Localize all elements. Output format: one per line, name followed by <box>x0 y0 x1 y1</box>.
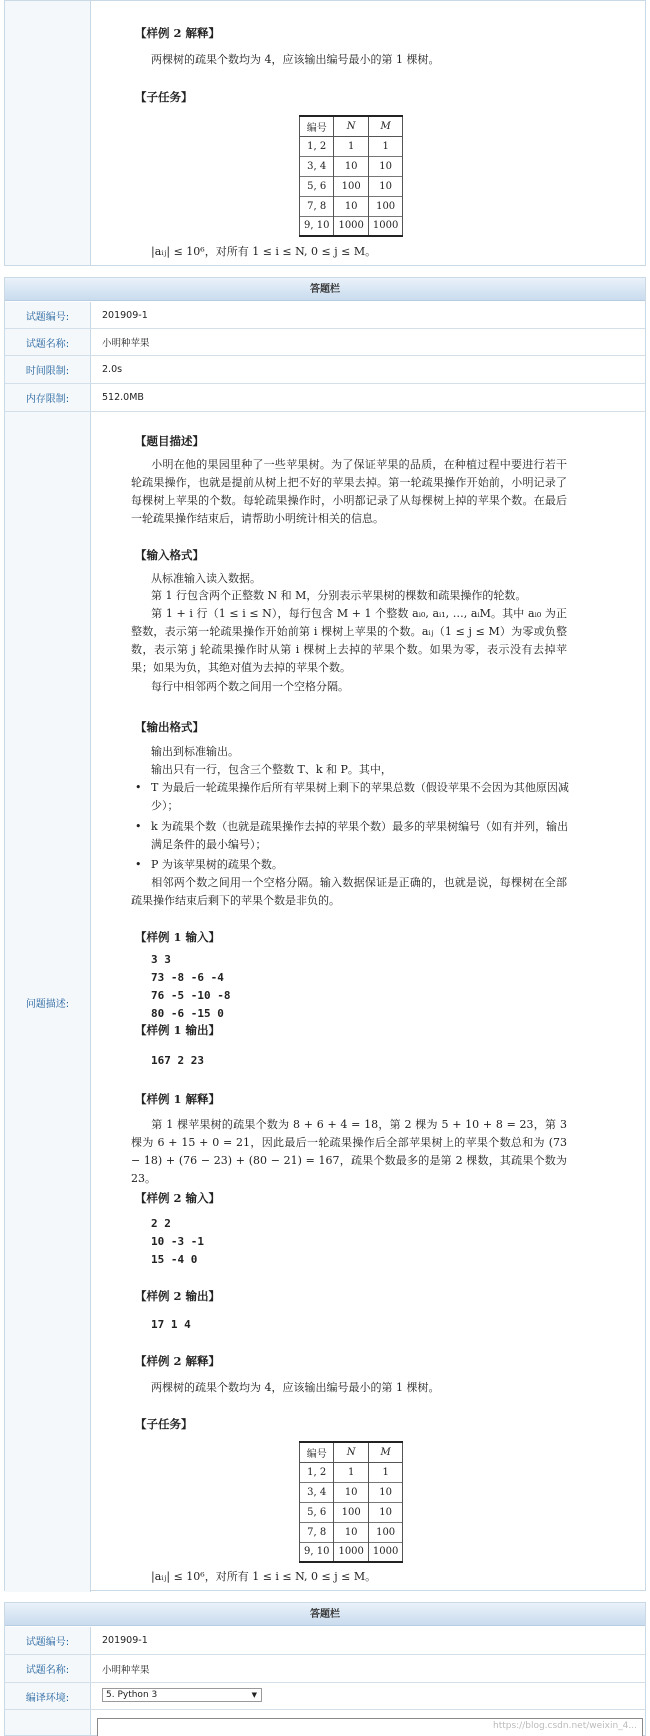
desc-text: 小明在他的果园里种了一些苹果树。为了保证苹果的品质，在种植过程中要进行若干轮疏果操作，也就是提前从树上把不好的苹果去掉。第一轮疏果操作开始前，小明记录了每棵树上苹果的个数。每轮疏果操作时，小明都记录了从每棵树上掉的苹果个数。在最后一轮疏果操作结束后，请帮助小明统计相关的信息。 <box>131 458 567 525</box>
cell: 10 <box>334 1522 368 1542</box>
cell: 1, 2 <box>300 136 334 156</box>
cell: 1, 2 <box>300 1462 334 1482</box>
subtask-table <box>299 115 403 237</box>
answer-panel-header: 答题栏 <box>5 278 645 301</box>
cell: 1000 <box>334 1542 368 1562</box>
output-line-1: 输出到标准输出。 <box>151 745 239 758</box>
sample2-output-code: 17 1 4 <box>151 1318 191 1331</box>
problem-id-label: 试题编号: <box>5 302 91 328</box>
sample2-explain-text-2: 两棵树的疏果个数均为 4，应该输出编号最小的第 1 棵树。 <box>151 1381 440 1394</box>
table-row <box>300 1502 403 1522</box>
bullet-text: P 为该苹果树的疏果个数。 <box>151 858 283 871</box>
cell: 100 <box>368 1522 402 1542</box>
cell: 10 <box>334 196 368 216</box>
sample1-explain-text: 第 1 棵苹果树的疏果个数为 8 + 6 + 4 = 18，第 2 棵为 5 + 10 + 8 = 23，第 3 棵为 6 + 15 + 0 = 21，因此最后一轮疏果操作后全部苹果树上的苹果个数总和为 (73 − 18) + (76 − 23) + (80 − 21) = 167，疏果个数最多的是第 2 棵数，其疏果个数为 23。 <box>131 1118 567 1185</box>
cell: 1 <box>368 136 402 156</box>
submit-panel-header: 答题栏 <box>5 1603 645 1626</box>
submit-name-label: 试题名称: <box>5 1655 91 1682</box>
compiler-label: 编译环境: <box>5 1683 91 1709</box>
table-row <box>300 176 403 196</box>
output-bullet-1: • T 为最后一轮疏果操作后所有苹果树上剩下的苹果总数（假设苹果不会因为其他原因减少）； <box>135 781 569 812</box>
sample2-explain-title-2: 【样例 2 解释】 <box>135 1354 221 1368</box>
label-column <box>5 1710 91 1735</box>
submit-id-label: 试题编号: <box>5 1627 91 1654</box>
chevron-down-icon: ▼ <box>251 1691 257 1699</box>
sample1-input-title: 【样例 1 输入】 <box>135 930 221 944</box>
problem-name-value: 小明种苹果 <box>102 338 150 349</box>
cell: 1000 <box>368 1542 402 1562</box>
output-line-3: 相邻两个数之间用一个空格分隔。输入数据保证是正确的，也就是说，每棵树在全部疏果操作结束后剩下的苹果个数是非负的。 <box>131 876 567 907</box>
row-submit-id <box>5 1627 645 1655</box>
answer-panel <box>4 277 646 1591</box>
sample1-output-title: 【样例 1 输出】 <box>135 1023 221 1037</box>
cell: 10 <box>368 176 402 196</box>
input-line-3: 第 1 + i 行（1 ≤ i ≤ N），每行包含 M + 1 个整数 aᵢ₀, aᵢ₁, …, aᵢM。其中 aᵢ₀ 为正整数，表示第一轮疏果操作开始前第 i 棵树上苹果的个数。aᵢⱼ（1 ≤ j ≤ M）为零或负整数，表示第 j 轮疏果操作时从第 i 棵树上去掉的苹果个数。如果为零，表示没有去掉苹果；如果为负，其绝对值为去掉的苹果个数。 <box>131 607 567 674</box>
row-compiler <box>5 1683 645 1710</box>
desc-section-title: 【题目描述】 <box>135 434 204 448</box>
output-bullet-2: • k 为疏果个数（也就是疏果操作去掉的苹果个数）最多的苹果树编号（如有并列，输出满足条件的最小编号）； <box>135 820 569 851</box>
sample1-explain-title: 【样例 1 解释】 <box>135 1092 221 1106</box>
cell: 3, 4 <box>300 1482 334 1502</box>
cell: 100 <box>334 176 368 196</box>
bullet-text: k 为疏果个数（也就是疏果操作去掉的苹果个数）最多的苹果树编号（如有并列，输出满足条件的最小编号）； <box>151 820 569 851</box>
sample2-output-title: 【样例 2 输出】 <box>135 1289 221 1303</box>
input-paragraph-3 <box>131 605 567 677</box>
problem-id-value: 201909-1 <box>102 309 148 321</box>
problem-tail-panel <box>4 0 646 266</box>
row-time-limit <box>5 356 645 384</box>
cell: 10 <box>368 1502 402 1522</box>
table-row <box>300 1482 403 1502</box>
col-header-n: N <box>334 1442 368 1462</box>
row-problem-name <box>5 329 645 356</box>
description-label: 问题描述: <box>5 412 91 1592</box>
cell: 1000 <box>334 216 368 236</box>
cell: 1 <box>334 1462 368 1482</box>
table-row <box>300 136 403 156</box>
bullet-text: T 为最后一轮疏果操作后所有苹果树上剩下的苹果总数（假设苹果不会因为其他原因减少）； <box>151 781 569 812</box>
table-row <box>300 196 403 216</box>
table-row <box>300 1542 403 1562</box>
sample2-explain-title: 【样例 2 解释】 <box>135 26 221 40</box>
sample1-explain-paragraph <box>131 1116 567 1188</box>
memory-limit-value: 512.0MB <box>102 392 144 403</box>
output-paragraph-3 <box>131 874 567 910</box>
subtask-table-2 <box>299 1441 403 1563</box>
row-memory-limit <box>5 384 645 412</box>
cell: 5, 6 <box>300 1502 334 1522</box>
cell: 7, 8 <box>300 1522 334 1542</box>
label-column <box>5 1 91 265</box>
cell: 1 <box>368 1462 402 1482</box>
input-line-1: 从标准输入读入数据。 <box>151 572 261 585</box>
sample1-output-code: 167 2 23 <box>151 1054 204 1067</box>
sample2-explain-text: 两棵树的疏果个数均为 4，应该输出编号最小的第 1 棵树。 <box>151 53 440 66</box>
time-limit-value: 2.0s <box>102 364 123 375</box>
time-limit-label: 时间限制: <box>5 356 91 383</box>
cell: 100 <box>334 1502 368 1522</box>
submit-id-value: 201909-1 <box>102 1635 148 1646</box>
sample2-input-title: 【样例 2 输入】 <box>135 1191 221 1205</box>
row-submit-name <box>5 1655 645 1683</box>
problem-name-label: 试题名称: <box>5 329 91 355</box>
row-problem-id <box>5 302 645 329</box>
cell: 5, 6 <box>300 176 334 196</box>
subtask-title-2: 【子任务】 <box>135 1417 193 1431</box>
col-header-m: M <box>368 116 402 136</box>
input-section-title: 【输入格式】 <box>135 548 204 562</box>
compiler-select[interactable] <box>102 1688 262 1702</box>
table-row <box>300 1522 403 1542</box>
cell: 9, 10 <box>300 216 334 236</box>
cell: 10 <box>334 156 368 176</box>
table-row <box>300 216 403 236</box>
input-line-4: 每行中相邻两个数之间用一个空格分隔。 <box>151 680 349 693</box>
cell: 3, 4 <box>300 156 334 176</box>
output-bullet-3: • P 为该苹果树的疏果个数。 <box>135 858 283 871</box>
col-header-n: N <box>334 116 368 136</box>
cell: 100 <box>368 196 402 216</box>
cell: 1000 <box>368 216 402 236</box>
table-row <box>300 156 403 176</box>
cell: 10 <box>334 1482 368 1502</box>
cell: 7, 8 <box>300 196 334 216</box>
constraint-text: |aᵢⱼ| ≤ 10⁶，对所有 1 ≤ i ≤ N, 0 ≤ j ≤ M。 <box>151 245 377 258</box>
desc-paragraph <box>131 456 567 528</box>
submit-panel <box>4 1602 646 1736</box>
cell: 10 <box>368 1482 402 1502</box>
table-row <box>300 1462 403 1482</box>
sample2-input-code: 2 2 10 -3 -1 15 -4 0 <box>151 1217 204 1266</box>
constraint-text-2: |aᵢⱼ| ≤ 10⁶，对所有 1 ≤ i ≤ N, 0 ≤ j ≤ M。 <box>151 1570 377 1583</box>
cell: 9, 10 <box>300 1542 334 1562</box>
input-paragraph-2 <box>131 587 567 605</box>
compiler-selected-value: 5. Python 3 <box>106 1690 158 1700</box>
cell: 1 <box>334 136 368 156</box>
watermark: https://blog.csdn.net/weixin_4... <box>492 1721 637 1731</box>
col-header-m: M <box>368 1442 402 1462</box>
memory-limit-label: 内存限制: <box>5 384 91 411</box>
col-header-id: 编号 <box>300 1442 334 1462</box>
input-line-2: 第 1 行包含两个正整数 N 和 M，分别表示苹果树的棵数和疏果操作的轮数。 <box>151 589 527 602</box>
output-section-title: 【输出格式】 <box>135 720 204 734</box>
output-line-2: 输出只有一行，包含三个整数 T、k 和 P。其中， <box>151 763 392 776</box>
cell: 10 <box>368 156 402 176</box>
col-header-id: 编号 <box>300 116 334 136</box>
subtask-title: 【子任务】 <box>135 90 193 104</box>
submit-name-value: 小明种苹果 <box>102 1664 150 1676</box>
sample1-input-code: 3 3 73 -8 -6 -4 76 -5 -10 -8 80 -6 -15 0 <box>151 953 231 1020</box>
